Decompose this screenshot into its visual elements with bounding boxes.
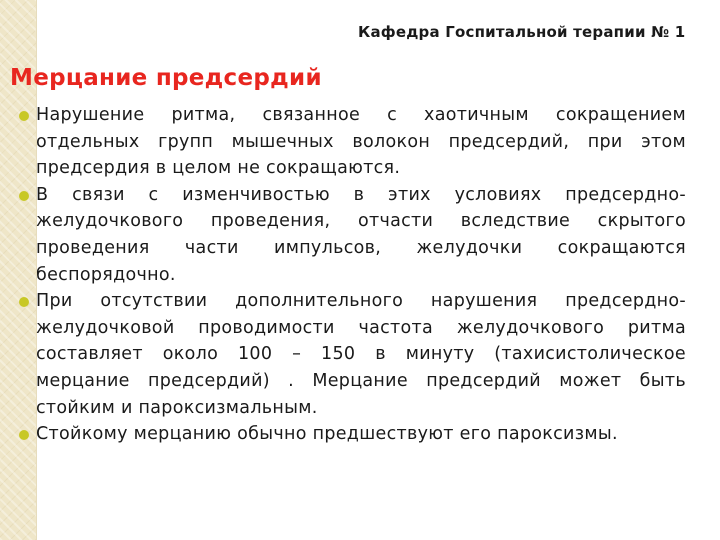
bullet-item [14,102,686,182]
bullet-item [14,288,686,421]
bullet-item [14,182,686,288]
bullet-item [14,421,686,448]
round-bullet-icon [19,111,29,121]
round-bullet-icon [19,191,29,201]
bullet-text: В связи с изменчивостью в этих условиях предсердно-желудочкового проведения, отчасти вследствие скрытого проведения части импульсов, желудочки сокращаются беспорядочно. [36,184,686,285]
slide-title: Мерцание предсердий [10,65,322,91]
bullet-list [14,102,686,448]
department-label: Кафедра Госпитальной терапии № 1 [358,23,686,41]
round-bullet-icon [19,297,29,307]
round-bullet-icon [19,430,29,440]
bullet-text: При отсутствии дополнительного нарушения предсердно-желудочковой проводимости частота желудочкового ритма составляет около 100 – 150 в минуту (тахисистолическое мерцание предсердий) . Мерцание предсердий может быть стойким и пароксизмальным. [36,291,686,418]
bullet-text: Нарушение ритма, связанное с хаотичным сокращением отдельных групп мышечных волокон предсердий, при этом предсердия в целом не сокращаются. [36,105,686,179]
bullet-text: Стойкому мерцанию обычно предшествуют его пароксизмы. [36,424,618,445]
